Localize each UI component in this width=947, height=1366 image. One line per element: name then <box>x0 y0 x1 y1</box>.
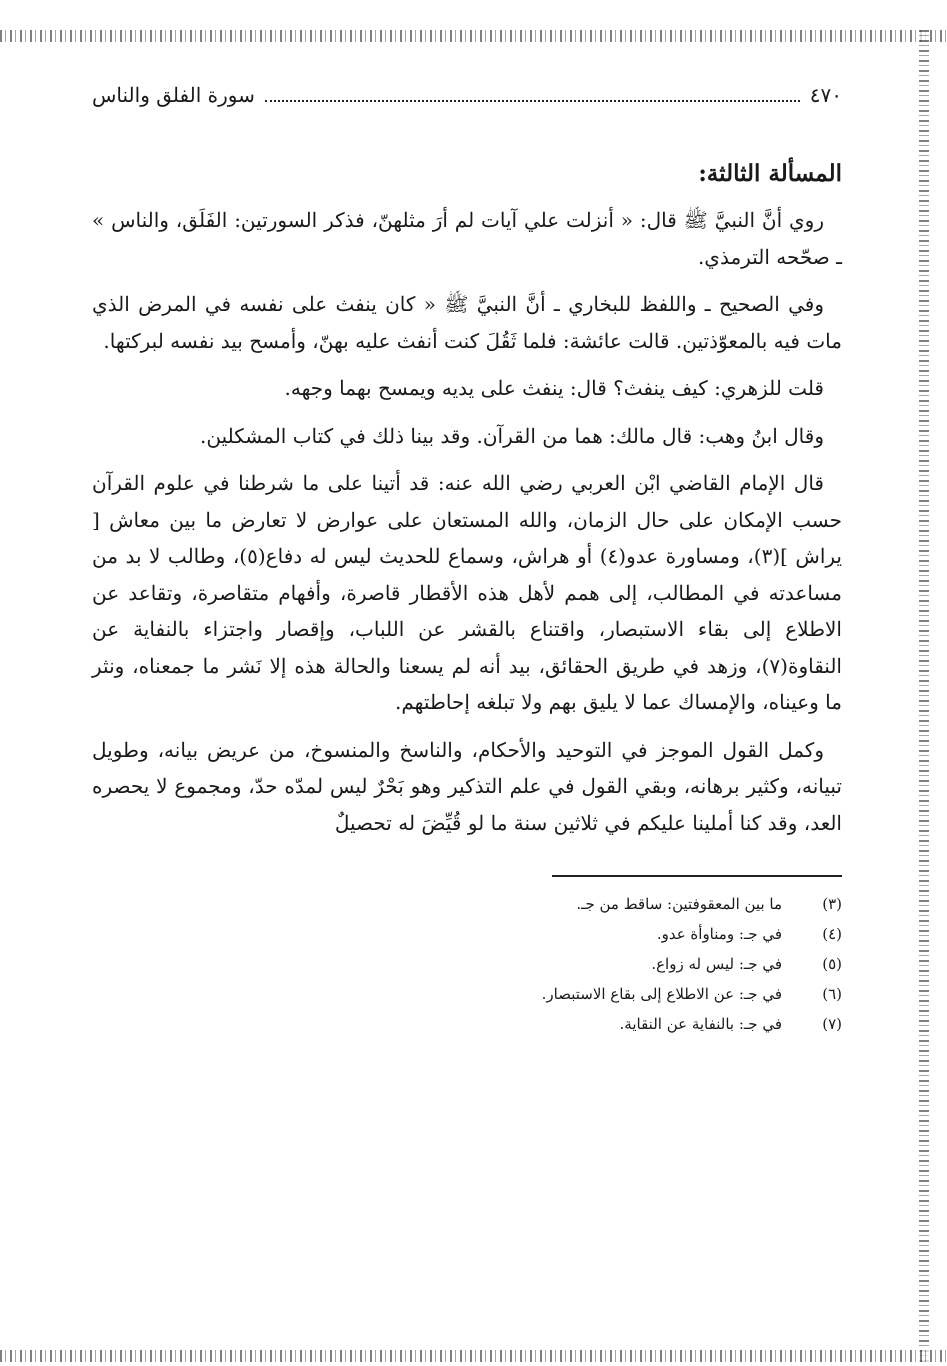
footnotes <box>92 889 842 1039</box>
paragraph-3: قلت للزهري: كيف ينفث؟ قال: ينفث على يديه ويمسح بهما وجهه. <box>284 376 824 400</box>
decorative-border-top <box>0 30 947 42</box>
page-number: ٤٧٠ <box>809 83 842 107</box>
running-title: سورة الفلق والناس <box>92 83 255 107</box>
header-dot-leader <box>265 82 800 102</box>
footnote-text: في جـ: ليس له زواع. <box>651 955 782 973</box>
paragraph-6: وكمل القول الموجز في التوحيد والأحكام، والناسخ والمنسوخ، من عريض بيانه، وطويل تبيانه، وكثير برهانه، وبقي القول في علم التذكير وهو بَحْرٌ ليس لمدّه حدّ، ومجموع لا يحصره العد، وقد كنا أملينا عليكم في ثلاثين سنة ما لو قُيِّضَ له تحصيلٌ <box>92 737 842 835</box>
footnote-text: في جـ: عن الاطلاع إلى بقاع الاستبصار. <box>541 985 782 1003</box>
footnote-number: (٥) <box>822 955 842 973</box>
decorative-border-bottom <box>0 1350 947 1362</box>
paragraph-4: وقال ابنُ وهب: قال مالك: هما من القرآن. وقد بينا ذلك في كتاب المشكلين. <box>200 423 824 448</box>
paragraph-5: قال الإمام القاضي ابْن العربي رضي الله عنه: قد أتينا على ما شرطنا في علوم القرآن حسب الإمكان على حال الزمان، والله المستعان على عوارض لا تعارض ما بين معاش [ يراش ](٣)، ومساورة عدو(٤) أو هراش، وسماع للحديث ليس له دفاع(٥)، وطالب لا بد من مساعدته في المطالب، إلى همم لأهل هذه الأقطار قاصرة، وأفهام متقاصرة، وتقاعد عن الاطلاع إلى بقاء الاستبصار، واقتناع بالقشر عن اللباب، وإقصار واجتزاء بالنفاية عن النقاوة(٧)، وزهد في طريق الحقائق، بيد أنه لم يسعنا والحالة هذه إلا نَشر ما جمعناه، ونثر ما وعيناه، والإمساك عما لا يليق بهم ولا تبلغه إحاطتهم. <box>92 471 842 714</box>
paragraph-2: وفي الصحيح ـ واللفظ للبخاري ـ أنَّ النبيَّ ﷺ « كان ينفث على نفسه في المرض الذي مات فيه بالمعوّذتين. قالت عائشة: فلما ثَقُلَ كنت أنفث عليه بهنّ، وأمسح بيد نفسه لبركتها. <box>92 292 842 353</box>
footnote-number: (٦) <box>822 985 842 1003</box>
footnote-number: (٧) <box>822 1015 842 1033</box>
footnote-item <box>92 979 842 1009</box>
footnote-item <box>92 889 842 919</box>
footnote-text: في جـ: ومناوأة عدو. <box>656 925 782 943</box>
footnote-number: (٣) <box>822 895 842 913</box>
footnote-item <box>92 949 842 979</box>
footnote-text: في جـ: بالنفاية عن النقاية. <box>619 1015 782 1033</box>
section-title: المسألة الثالثة: <box>698 160 842 187</box>
running-header <box>92 80 842 110</box>
decorative-border-right <box>919 30 929 1362</box>
footnote-item <box>92 919 842 949</box>
paragraph-1: روي أنَّ النبيَّ ﷺ قال: « أنزلت علي آيات لم أرَ مثلهنّ، فذكر السورتين: الفَلَق، والناس » ـ صحّحه الترمذي. <box>92 208 842 269</box>
book-page <box>92 80 842 1039</box>
footnote-number: (٤) <box>822 925 842 943</box>
footnote-divider <box>552 875 842 877</box>
footnote-text: ما بين المعقوفتين: ساقط من جـ. <box>576 895 782 913</box>
footnote-item <box>92 1009 842 1039</box>
